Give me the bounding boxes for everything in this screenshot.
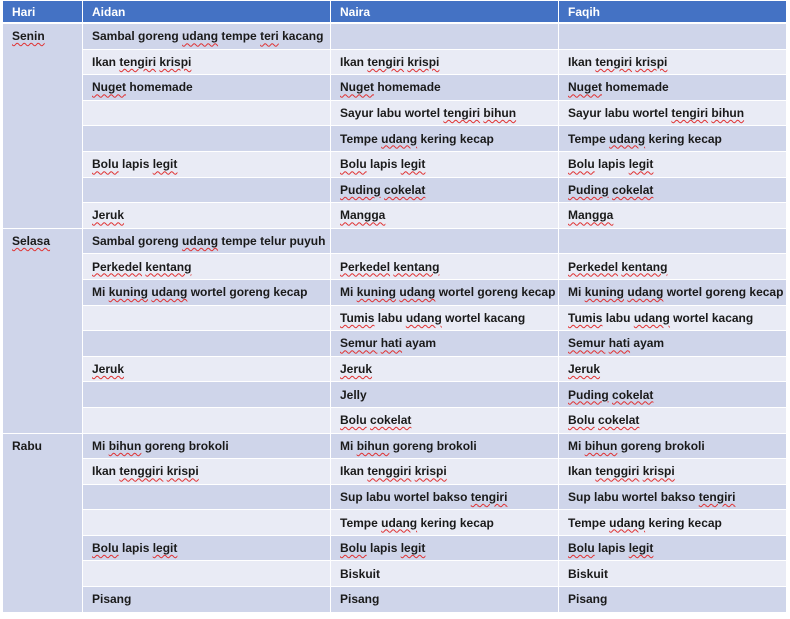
- meal-cell-naira: Mi kuning udang wortel goreng kecap: [331, 280, 559, 306]
- meal-cell-aidan: [83, 331, 331, 357]
- table-row: [3, 126, 787, 152]
- day-cell-rabu: [3, 434, 83, 613]
- meal-cell-aidan: Ikan tengiri krispi: [83, 50, 331, 76]
- meal-cell-faqih: Nuget homemade: [559, 75, 787, 101]
- menu-table: [3, 1, 787, 613]
- meal-cell-naira: Sayur labu wortel tengiri bihun: [331, 101, 559, 127]
- meal-cell-naira: Mi bihun goreng brokoli: [331, 434, 559, 460]
- meal-cell-faqih: Mi kuning udang wortel goreng kecap: [559, 280, 787, 306]
- meal-cell-aidan: Bolu lapis legit: [83, 152, 331, 178]
- meal-cell-faqih: Bolu cokelat: [559, 408, 787, 434]
- meal-cell-naira: Biskuit: [331, 561, 559, 587]
- meal-cell-aidan: Pisang: [83, 587, 331, 613]
- meal-cell-faqih: Sayur labu wortel tengiri bihun: [559, 101, 787, 127]
- meal-cell-faqih: Puding cokelat: [559, 178, 787, 204]
- table-row: [3, 229, 787, 255]
- table-row: [3, 24, 787, 50]
- meal-cell-naira: Bolu lapis legit: [331, 152, 559, 178]
- meal-cell-naira: Jelly: [331, 382, 559, 408]
- day-label: Senin: [12, 29, 45, 43]
- meal-cell-aidan: [83, 306, 331, 332]
- meal-cell-naira: Tumis labu udang wortel kacang: [331, 306, 559, 332]
- meal-cell-naira: Puding cokelat: [331, 178, 559, 204]
- meal-cell-faqih: Ikan tengiri krispi: [559, 50, 787, 76]
- meal-cell-faqih: Tempe udang kering kecap: [559, 126, 787, 152]
- meal-cell-naira: Ikan tengiri krispi: [331, 50, 559, 76]
- meal-cell-naira: [331, 24, 559, 50]
- meal-cell-aidan: Bolu lapis legit: [83, 536, 331, 562]
- meal-cell-faqih: Jeruk: [559, 357, 787, 383]
- meal-cell-aidan: [83, 408, 331, 434]
- header-row: [3, 1, 787, 24]
- meal-cell-aidan: [83, 382, 331, 408]
- meal-cell-aidan: [83, 510, 331, 536]
- header-naira: Naira: [331, 1, 559, 24]
- table-row: [3, 485, 787, 511]
- meal-cell-naira: Pisang: [331, 587, 559, 613]
- meal-cell-faqih: Perkedel kentang: [559, 254, 787, 280]
- meal-cell-naira: Nuget homemade: [331, 75, 559, 101]
- meal-cell-aidan: [83, 101, 331, 127]
- meal-cell-faqih: Bolu lapis legit: [559, 536, 787, 562]
- table-row: [3, 536, 787, 562]
- meal-cell-naira: Sup labu wortel bakso tengiri: [331, 485, 559, 511]
- table-row: [3, 561, 787, 587]
- meal-cell-faqih: Ikan tenggiri krispi: [559, 459, 787, 485]
- meal-cell-naira: Semur hati ayam: [331, 331, 559, 357]
- meal-cell-aidan: Jeruk: [83, 357, 331, 383]
- table-row: [3, 203, 787, 229]
- meal-cell-faqih: Tempe udang kering kecap: [559, 510, 787, 536]
- table-row: [3, 587, 787, 613]
- meal-cell-faqih: Mi bihun goreng brokoli: [559, 434, 787, 460]
- meal-cell-faqih: Mangga: [559, 203, 787, 229]
- table-row: [3, 178, 787, 204]
- meal-cell-naira: Ikan tenggiri krispi: [331, 459, 559, 485]
- meal-cell-faqih: Semur hati ayam: [559, 331, 787, 357]
- meal-cell-faqih: Bolu lapis legit: [559, 152, 787, 178]
- meal-cell-faqih: [559, 229, 787, 255]
- meal-cell-aidan: [83, 485, 331, 511]
- meal-cell-faqih: Pisang: [559, 587, 787, 613]
- header-hari: Hari: [3, 1, 83, 24]
- day-label: Selasa: [12, 233, 51, 248]
- table-row: [3, 101, 787, 127]
- meal-cell-naira: [331, 229, 559, 255]
- meal-cell-faqih: Sup labu wortel bakso tengiri: [559, 485, 787, 511]
- meal-cell-naira: Bolu lapis legit: [331, 536, 559, 562]
- meal-cell-aidan: Ikan tenggiri krispi: [83, 459, 331, 485]
- meal-cell-naira: Tempe udang kering kecap: [331, 510, 559, 536]
- meal-cell-naira: Jeruk: [331, 357, 559, 383]
- meal-cell-aidan: [83, 178, 331, 204]
- meal-cell-aidan: Sambal goreng udang tempe teri kacang: [83, 24, 331, 50]
- header-aidan: Aidan: [83, 1, 331, 24]
- meal-cell-faqih: [559, 24, 787, 50]
- table-row: [3, 50, 787, 76]
- day-cell-selasa: [3, 229, 83, 434]
- table-row: [3, 408, 787, 434]
- day-cell-senin: [3, 24, 83, 229]
- table-row: [3, 254, 787, 280]
- meal-cell-naira: Mangga: [331, 203, 559, 229]
- meal-cell-aidan: Jeruk: [83, 203, 331, 229]
- meal-cell-aidan: Nuget homemade: [83, 75, 331, 101]
- table-row: [3, 331, 787, 357]
- table-row: [3, 357, 787, 383]
- menu-body: [3, 24, 787, 613]
- meal-cell-aidan: [83, 126, 331, 152]
- meal-cell-faqih: Puding cokelat: [559, 382, 787, 408]
- meal-cell-faqih: Tumis labu udang wortel kacang: [559, 306, 787, 332]
- table-row: [3, 382, 787, 408]
- table-row: [3, 510, 787, 536]
- meal-cell-aidan: Mi kuning udang wortel goreng kecap: [83, 280, 331, 306]
- meal-cell-aidan: Mi bihun goreng brokoli: [83, 434, 331, 460]
- meal-cell-aidan: Perkedel kentang: [83, 254, 331, 280]
- day-label: Rabu: [12, 438, 42, 453]
- meal-cell-faqih: Biskuit: [559, 561, 787, 587]
- table-row: [3, 434, 787, 460]
- table-row: [3, 152, 787, 178]
- table-row: [3, 280, 787, 306]
- header-faqih: Faqih: [559, 1, 787, 24]
- meal-cell-aidan: Sambal goreng udang tempe telur puyuh: [83, 229, 331, 255]
- meal-cell-aidan: [83, 561, 331, 587]
- table-row: [3, 306, 787, 332]
- table-row: [3, 459, 787, 485]
- meal-cell-naira: Tempe udang kering kecap: [331, 126, 559, 152]
- meal-cell-naira: Bolu cokelat: [331, 408, 559, 434]
- table-row: [3, 75, 787, 101]
- meal-cell-naira: Perkedel kentang: [331, 254, 559, 280]
